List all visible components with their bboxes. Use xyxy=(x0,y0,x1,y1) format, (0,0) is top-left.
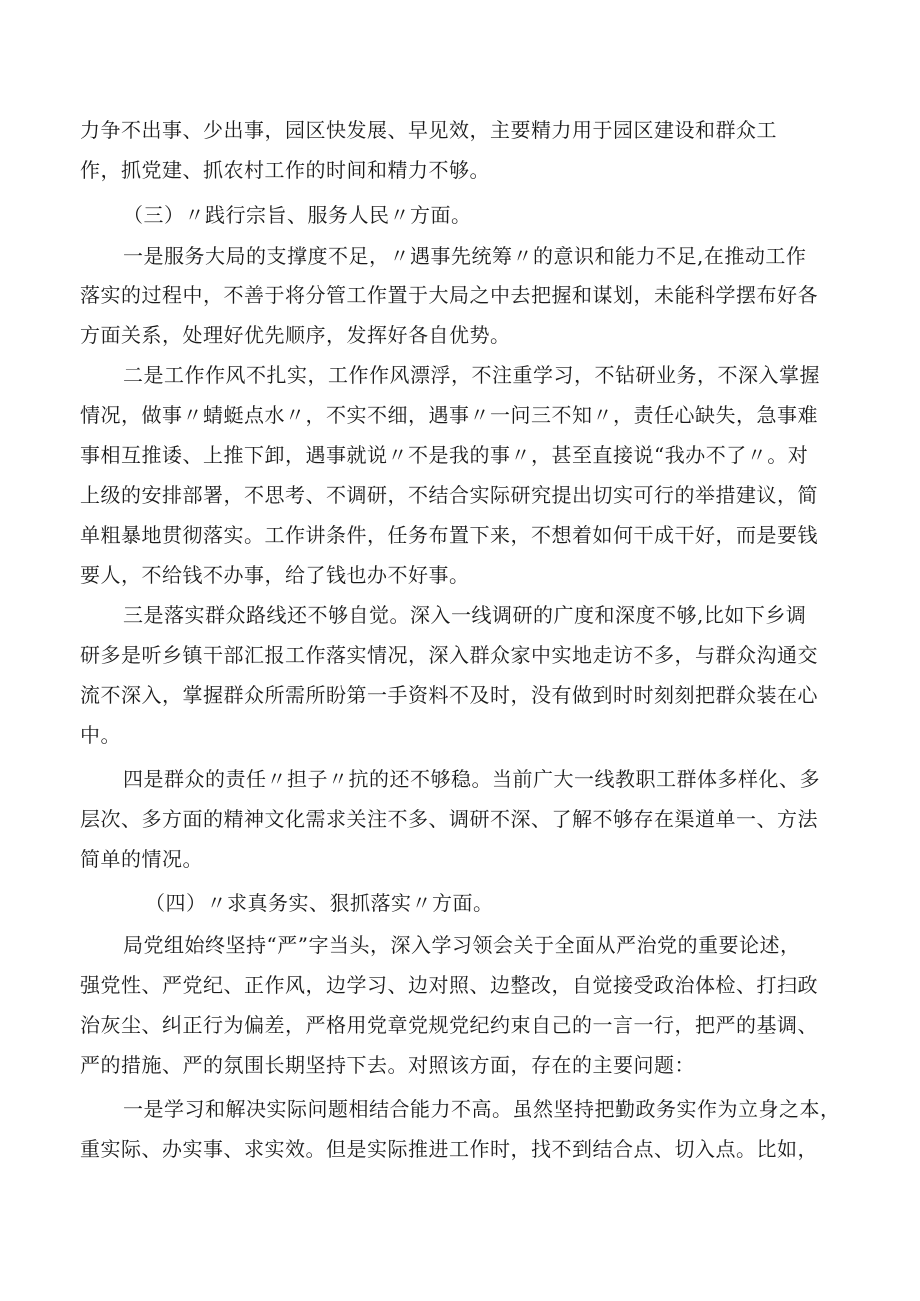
text-line: 要人，不给钱不办事，给了钱也办不好事。 xyxy=(80,563,470,587)
text-line: 方面关系，处理好优先顺序，发挥好各自优势。 xyxy=(80,323,511,347)
text-line: 落实的过程中，不善于将分管工作置于大局之中去把握和谋划，未能科学摆布好各 xyxy=(80,283,818,307)
text-line: 层次、多方面的精神文化需求关注不多、调研不深、了解不够存在渠道单一、方法 xyxy=(80,807,818,831)
text-line: 治灰尘、纠正行为偏差，严格用党章党规党纪约束自己的一言一行，把严的基调、 xyxy=(80,1013,818,1037)
paragraph-first-line: 局党组始终坚持“严”字当头，深入学习领会关于全面从严治党的重要论述， xyxy=(123,933,801,957)
text-line: 流不深入，掌握群众所需所盼第一手资料不及时，没有做到时时刻刻把群众装在心 xyxy=(80,683,818,707)
section-heading: （四）〃求真务实、狠抓落实〃方面。 xyxy=(145,891,494,915)
text-line: 强党性、严党纪、正作风，边学习、边对照、边整改，自觉接受政治体检、打扫政 xyxy=(80,973,818,997)
section-heading: （三）〃践行宗旨、服务人民〃方面。 xyxy=(123,203,472,227)
text-line: 严的措施、严的氛围长期坚持下去。对照该方面，存在的主要问题： xyxy=(80,1053,695,1077)
text-line: 简单的情况。 xyxy=(80,847,203,871)
text-line: 上级的安排部署，不思考、不调研，不结合实际研究提出切实可行的举措建议，简 xyxy=(80,483,818,507)
paragraph-first-line: 一是学习和解决实际问题相结合能力不高。虽然坚持把勤政务实作为立身之本， xyxy=(123,1097,841,1121)
paragraph-first-line: 二是工作作风不扎实，工作作风漂浮，不注重学习，不钻研业务，不深入掌握 xyxy=(123,363,820,387)
text-line: 中。 xyxy=(80,723,121,747)
paragraph-first-line: 一是服务大局的支撑度不足，〃遇事先统筹〃的意识和能力不足,在推动工作 xyxy=(123,244,807,268)
text-line: 事相互推诿、上推下卸，遇事就说〃不是我的事〃，甚至直接说“我办不了〃。对 xyxy=(80,443,809,467)
text-line: 单粗暴地贯彻落实。工作讲条件，任务布置下来，不想着如何干成干好，而是要钱 xyxy=(80,523,818,547)
paragraph-first-line: 三是落实群众路线还不够自觉。深入一线调研的广度和深度不够,比如下乡调 xyxy=(123,603,807,627)
text-line: 情况，做事〃蜻蜓点水〃，不实不细，遇事〃一问三不知〃，责任心缺失，急事难 xyxy=(80,403,818,427)
paragraph-first-line: 四是群众的责任〃担子〃抗的还不够稳。当前广大一线教职工群体多样化、多 xyxy=(123,767,820,791)
text-line: 重实际、办实事、求实效。但是实际推进工作时，找不到结合点、切入点。比如， xyxy=(80,1137,818,1161)
text-line: 力争不出事、少出事，园区快发展、早见效，主要精力用于园区建设和群众工 xyxy=(80,118,777,142)
text-line: 研多是听乡镇干部汇报工作落实情况，深入群众家中实地走访不多，与群众沟通交 xyxy=(80,643,818,667)
text-line: 作，抓党建、抓农村工作的时间和精力不够。 xyxy=(80,158,490,182)
